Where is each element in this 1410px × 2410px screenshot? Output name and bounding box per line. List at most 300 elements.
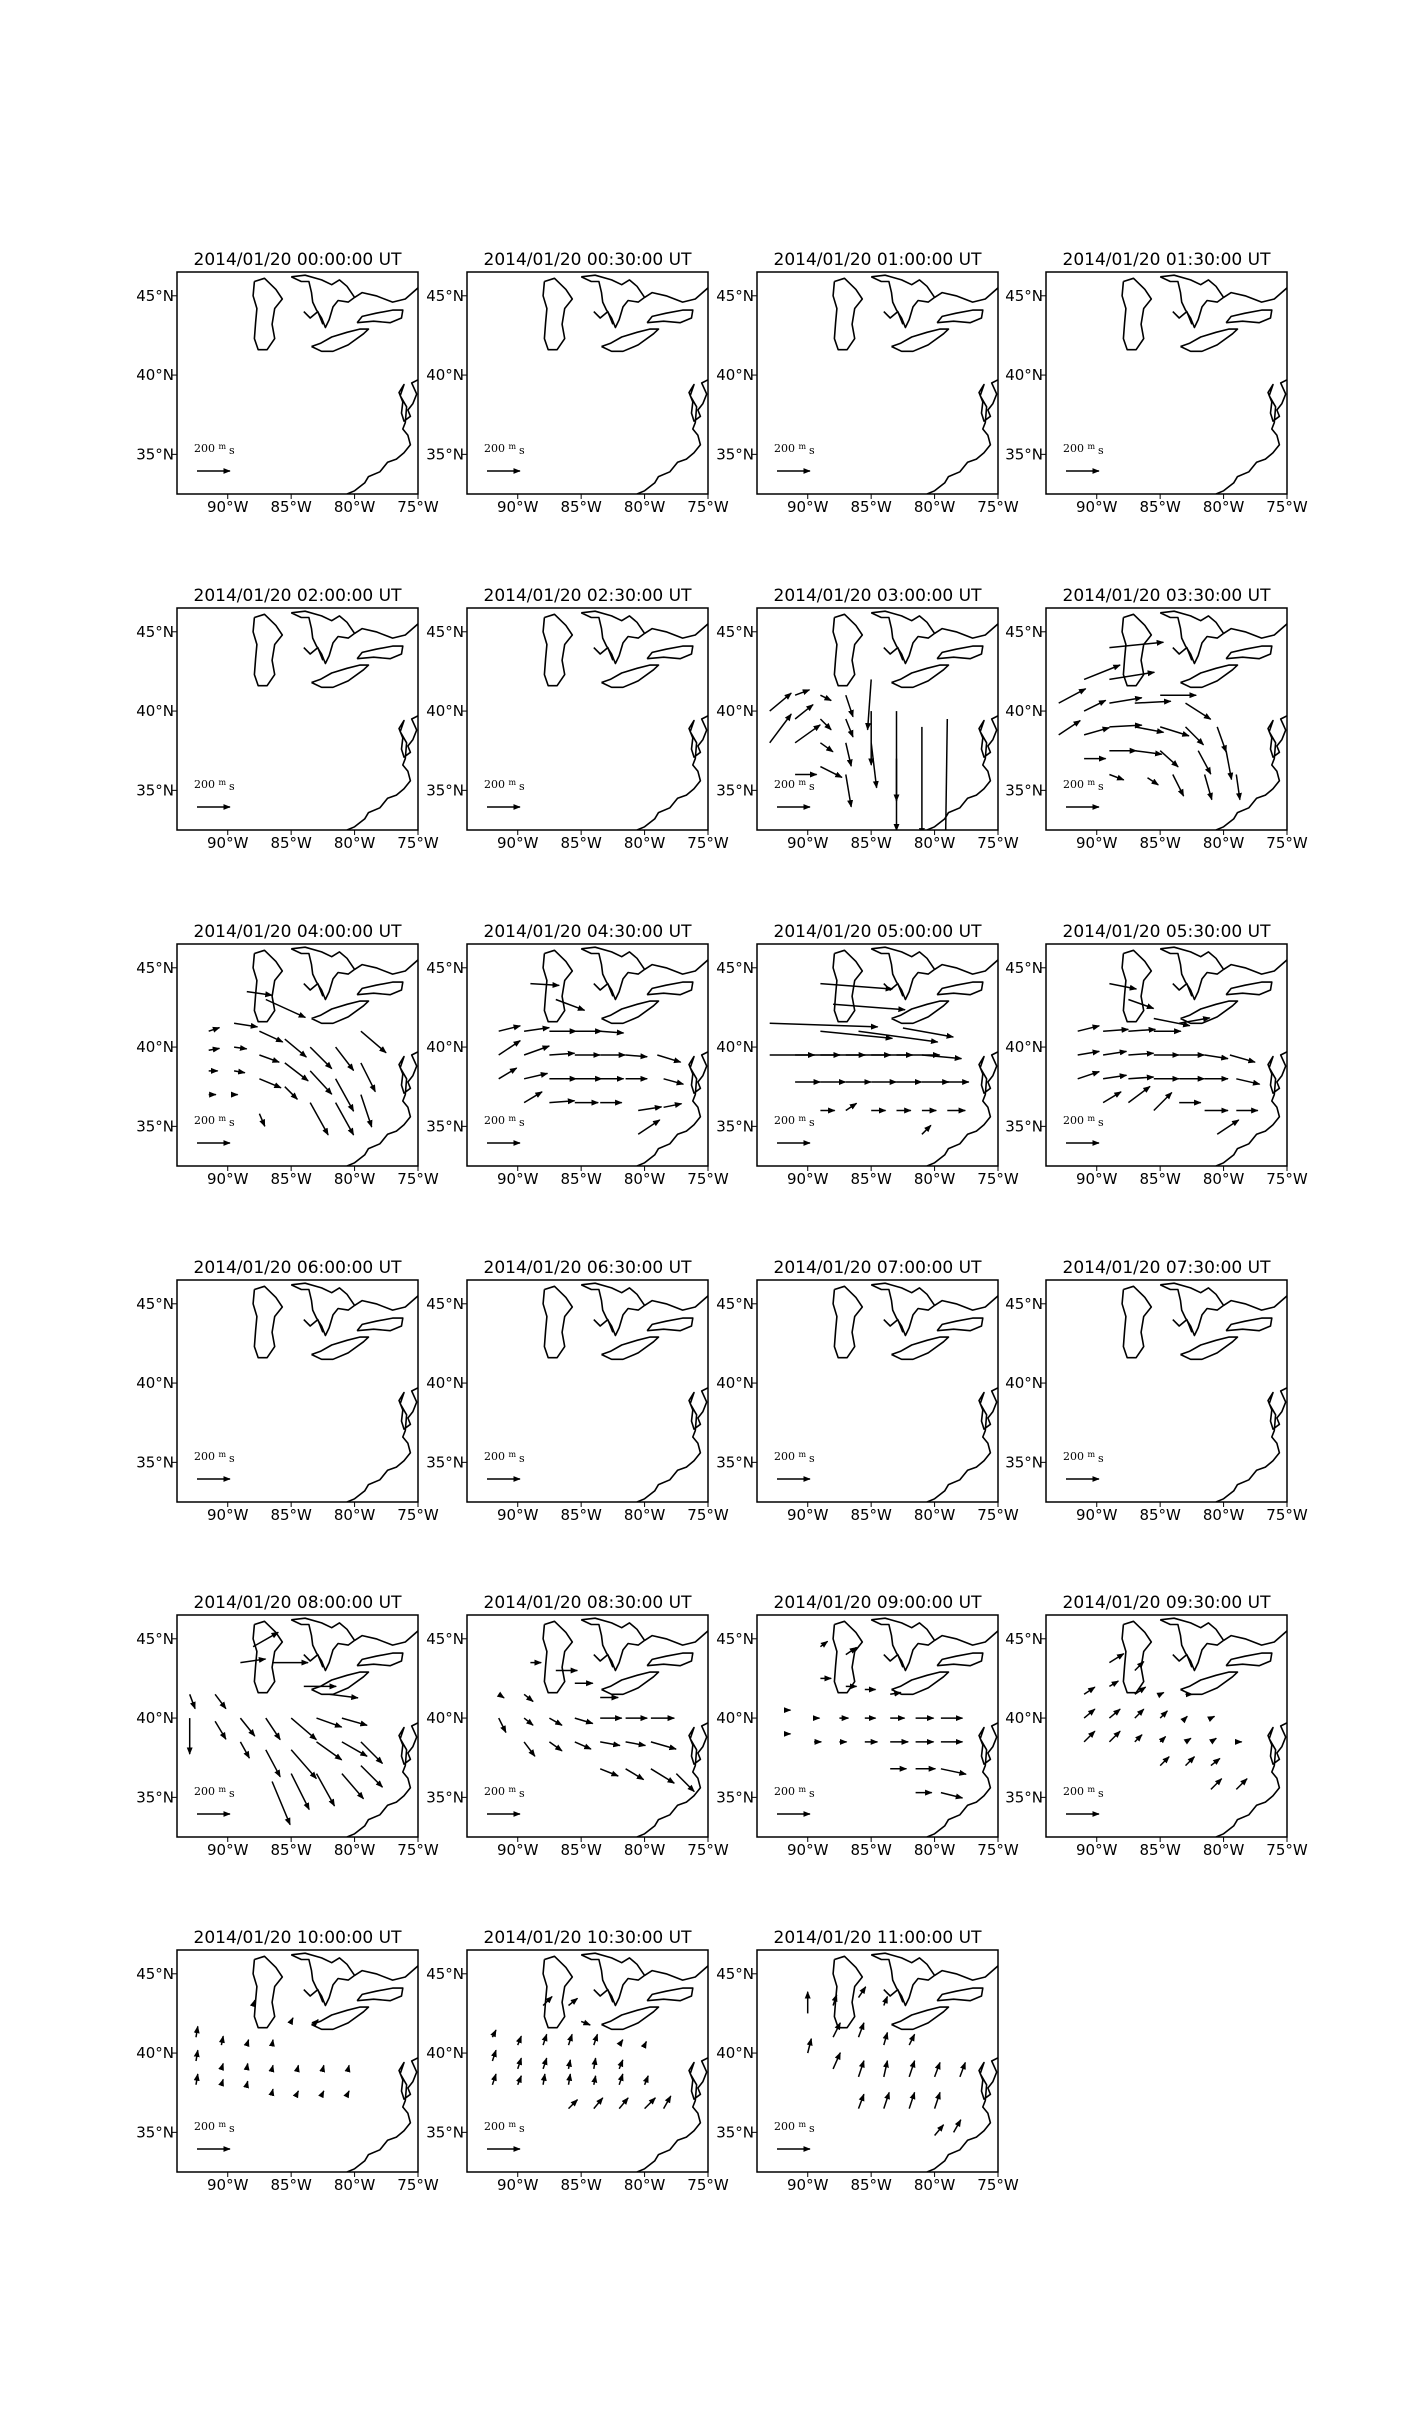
axes-frame: [757, 1950, 998, 2172]
x-tick-label: 90°W: [207, 1506, 249, 1524]
vector-arrow: [619, 2060, 623, 2069]
panel-title: 2014/01/20 08:00:00 UT: [193, 1593, 402, 1613]
vector-arrow: [1109, 1681, 1118, 1686]
panel-8: [136, 922, 439, 1188]
reference-key-unit-denominator: s: [809, 2122, 815, 2135]
vector-arrow: [298, 2091, 299, 2093]
vector-arrow: [569, 2060, 571, 2069]
x-tick-label: 85°W: [560, 1841, 602, 1859]
vector-arrow: [664, 2096, 671, 2109]
panel-21: [426, 1928, 729, 2194]
x-tick-label: 90°W: [207, 2176, 249, 2194]
vector-arrow: [941, 1793, 963, 1798]
panel-title: 2014/01/20 07:30:00 UT: [1062, 1258, 1271, 1278]
vector-arrow: [1128, 1000, 1153, 1009]
coastline-map: [190, 1618, 423, 1837]
x-tick-label: 80°W: [623, 1841, 666, 1859]
vector-arrow: [524, 1718, 533, 1725]
y-tick-label: 35°N: [136, 1788, 174, 1807]
x-tick-label: 90°W: [787, 2176, 829, 2194]
x-tick-label: 85°W: [1139, 1170, 1181, 1188]
y-tick-label: 40°N: [1005, 1709, 1043, 1728]
vector-arrow: [524, 1742, 535, 1756]
vector-arrow: [1160, 1737, 1165, 1742]
x-tick-label: 75°W: [687, 1170, 729, 1188]
vector-arrow: [348, 2091, 349, 2093]
vector-arrow: [922, 1055, 962, 1059]
x-tick-label: 90°W: [207, 1841, 249, 1859]
x-tick-label: 80°W: [623, 1170, 666, 1188]
x-tick-label: 80°W: [623, 2176, 666, 2194]
vector-arrow: [820, 743, 833, 752]
x-tick-label: 85°W: [270, 498, 312, 516]
x-tick-label: 85°W: [850, 498, 892, 516]
vector-arrow: [240, 1659, 265, 1663]
panel-title: 2014/01/20 01:30:00 UT: [1062, 250, 1271, 270]
vector-arrow: [795, 705, 813, 719]
vector-arrow: [594, 2058, 596, 2069]
axes-frame: [467, 272, 708, 494]
x-tick-label: 75°W: [1266, 834, 1308, 852]
vector-arrow: [361, 1063, 375, 1092]
y-tick-label: 45°N: [426, 286, 464, 305]
y-tick-label: 45°N: [716, 1964, 754, 1983]
vector-arrow: [820, 695, 831, 700]
vector-arrow: [530, 984, 559, 986]
panel-title: 2014/01/20 00:30:00 UT: [483, 250, 692, 270]
y-tick-label: 45°N: [1005, 286, 1043, 305]
reference-key-unit-denominator: s: [229, 780, 235, 793]
x-tick-label: 85°W: [560, 1506, 602, 1524]
x-tick-label: 75°W: [687, 1841, 729, 1859]
vector-arrow: [1236, 1079, 1259, 1084]
y-tick-label: 35°N: [716, 1117, 754, 1136]
x-tick-label: 85°W: [1139, 834, 1181, 852]
y-tick-label: 45°N: [716, 958, 754, 977]
vector-arrow: [909, 2092, 914, 2108]
y-tick-label: 45°N: [716, 1294, 754, 1313]
vector-arrow: [619, 2074, 623, 2085]
y-tick-label: 40°N: [136, 366, 174, 385]
y-tick-label: 45°N: [136, 958, 174, 977]
reference-key-unit-denominator: s: [809, 1452, 815, 1465]
panel-title: 2014/01/20 02:00:00 UT: [193, 586, 402, 606]
panel-title: 2014/01/20 05:30:00 UT: [1062, 922, 1271, 942]
x-tick-label: 80°W: [333, 498, 376, 516]
x-tick-label: 90°W: [787, 1841, 829, 1859]
x-tick-label: 80°W: [333, 1841, 376, 1859]
x-tick-label: 75°W: [1266, 1841, 1308, 1859]
coastline-map: [499, 947, 713, 1166]
x-tick-label: 75°W: [687, 2176, 729, 2194]
vector-arrow: [336, 1047, 354, 1070]
vector-arrow: [960, 2063, 965, 2077]
panel-title: 2014/01/20 10:00:00 UT: [193, 1928, 402, 1948]
x-tick-label: 75°W: [397, 1841, 439, 1859]
vector-arrow: [594, 2098, 603, 2109]
vector-arrow: [1211, 1738, 1216, 1742]
y-tick-label: 35°N: [716, 445, 754, 464]
y-tick-label: 45°N: [136, 622, 174, 641]
y-tick-label: 40°N: [136, 2044, 174, 2063]
x-tick-label: 85°W: [270, 1506, 312, 1524]
panel-title: 2014/01/20 03:30:00 UT: [1062, 586, 1271, 606]
y-tick-label: 40°N: [136, 702, 174, 721]
vector-arrow: [1103, 1051, 1126, 1055]
reference-key-unit-denominator: s: [1098, 780, 1104, 793]
axes-frame: [757, 608, 998, 830]
y-tick-label: 40°N: [716, 366, 754, 385]
vector-arrow: [846, 743, 851, 766]
vector-arrow: [1135, 1687, 1146, 1694]
reference-key-label: 200 $^m$: [194, 1114, 227, 1127]
reference-key-unit-denominator: s: [519, 1787, 525, 1800]
x-tick-label: 80°W: [623, 1506, 666, 1524]
coastline-map: [1059, 611, 1292, 830]
vector-arrow: [1084, 1731, 1095, 1742]
vector-arrow: [935, 2092, 940, 2108]
x-tick-label: 75°W: [397, 1506, 439, 1524]
vector-arrow: [1128, 1053, 1153, 1055]
y-tick-label: 35°N: [426, 445, 464, 464]
x-tick-label: 90°W: [787, 498, 829, 516]
vector-arrow: [909, 2034, 914, 2045]
vector-arrow: [1160, 751, 1178, 767]
reference-key-label: 200 $^m$: [774, 1450, 807, 1463]
y-tick-label: 40°N: [1005, 1374, 1043, 1393]
vector-arrow: [247, 2064, 248, 2069]
vector-arrow: [1078, 1072, 1100, 1079]
vector-arrow: [1078, 1026, 1100, 1031]
x-tick-label: 85°W: [270, 1170, 312, 1188]
panel-3: [1005, 250, 1308, 516]
vector-arrow: [1226, 751, 1231, 780]
y-tick-label: 45°N: [1005, 958, 1043, 977]
reference-key-label: 200 $^m$: [774, 2120, 807, 2133]
axes-frame: [177, 1615, 418, 1837]
panel-title: 2014/01/20 06:30:00 UT: [483, 1258, 692, 1278]
vector-arrow: [317, 2020, 319, 2022]
coastline-map: [833, 1283, 1003, 1502]
panel-7: [1005, 586, 1308, 852]
y-tick-label: 35°N: [426, 1788, 464, 1807]
coastline-map: [1084, 1618, 1292, 1837]
vector-arrow: [291, 1718, 316, 1740]
x-tick-label: 80°W: [913, 498, 956, 516]
vector-arrow: [941, 1769, 966, 1774]
vector-arrow: [1217, 1120, 1239, 1134]
panel-14: [716, 1258, 1019, 1524]
panel-2: [716, 250, 1019, 516]
coastline-map: [253, 611, 423, 830]
y-tick-label: 45°N: [426, 622, 464, 641]
x-tick-label: 90°W: [497, 1170, 539, 1188]
y-tick-label: 45°N: [136, 1964, 174, 1983]
vector-arrow: [1205, 775, 1212, 800]
reference-key-unit-denominator: s: [1098, 444, 1104, 457]
vector-arrow: [499, 1068, 517, 1079]
vector-arrow: [1198, 751, 1211, 774]
x-tick-label: 90°W: [497, 834, 539, 852]
reference-key-label: 200 $^m$: [1063, 1450, 1096, 1463]
reference-key-unit-denominator: s: [1098, 1116, 1104, 1129]
vector-arrow: [1230, 1055, 1255, 1062]
axes-frame: [177, 608, 418, 830]
vector-arrow: [884, 1997, 888, 2006]
coastline-map: [253, 275, 423, 494]
y-tick-label: 40°N: [716, 2044, 754, 2063]
y-tick-label: 35°N: [426, 2123, 464, 2142]
reference-key-unit-denominator: s: [1098, 1787, 1104, 1800]
coastline-map: [789, 1618, 1003, 1837]
vector-arrow: [266, 1750, 280, 1777]
vector-arrow: [190, 1694, 195, 1708]
y-tick-label: 40°N: [716, 702, 754, 721]
y-tick-label: 35°N: [136, 2123, 174, 2142]
x-tick-label: 80°W: [913, 1841, 956, 1859]
coastline-map: [770, 611, 1003, 845]
vector-arrow: [1135, 727, 1164, 732]
panel-15: [1005, 1258, 1308, 1524]
vector-arrow: [323, 2091, 324, 2093]
vector-arrow: [209, 1048, 220, 1050]
coastline-map: [543, 611, 713, 830]
vector-arrow: [1160, 1693, 1164, 1695]
vector-arrow: [1148, 778, 1159, 785]
vector-arrow: [253, 1632, 278, 1646]
x-tick-label: 75°W: [977, 1506, 1019, 1524]
axes-frame: [177, 944, 418, 1166]
panel-title: 2014/01/20 07:00:00 UT: [773, 1258, 982, 1278]
coastline-map: [543, 1283, 713, 1502]
y-tick-label: 45°N: [716, 1629, 754, 1648]
vector-arrow: [1103, 1029, 1128, 1031]
vector-arrow: [317, 1742, 342, 1760]
reference-key-label: 200 $^m$: [194, 2120, 227, 2133]
reference-key-label: 200 $^m$: [1063, 1114, 1096, 1127]
y-tick-label: 45°N: [426, 1294, 464, 1313]
panel-6: [716, 586, 1019, 852]
vector-arrow: [820, 984, 892, 989]
y-tick-label: 40°N: [426, 1709, 464, 1728]
panel-title: 2014/01/20 01:00:00 UT: [773, 250, 982, 270]
vector-arrow: [240, 1742, 249, 1758]
vector-arrow: [626, 1055, 648, 1057]
vector-arrow: [1135, 701, 1171, 703]
vector-arrow: [1109, 984, 1136, 989]
vector-arrow: [259, 1079, 281, 1088]
x-tick-label: 85°W: [850, 1506, 892, 1524]
reference-key-unit-denominator: s: [519, 780, 525, 793]
vector-arrow: [1084, 1709, 1095, 1718]
vector-arrow: [492, 2050, 496, 2061]
vector-arrow: [600, 1769, 618, 1776]
reference-key-unit-denominator: s: [229, 1787, 235, 1800]
vector-arrow: [291, 2018, 293, 2022]
y-tick-label: 40°N: [136, 1038, 174, 1057]
vector-arrow: [645, 2098, 656, 2109]
vector-arrow: [859, 2061, 864, 2077]
vector-arrow: [259, 1114, 264, 1127]
x-tick-label: 75°W: [687, 1506, 729, 1524]
vector-arrow: [221, 2064, 223, 2069]
panel-9: [426, 922, 729, 1188]
x-tick-label: 90°W: [497, 2176, 539, 2194]
y-tick-label: 40°N: [426, 2044, 464, 2063]
vector-arrow: [1084, 1687, 1095, 1694]
reference-key-label: 200 $^m$: [194, 1450, 227, 1463]
vector-arrow: [676, 1774, 694, 1792]
x-tick-label: 75°W: [977, 1841, 1019, 1859]
x-tick-label: 80°W: [623, 498, 666, 516]
reference-key-label: 200 $^m$: [1063, 442, 1096, 455]
vector-arrow: [638, 1107, 661, 1111]
vector-arrow: [846, 775, 851, 807]
vector-arrow: [846, 719, 853, 737]
y-tick-label: 35°N: [1005, 781, 1043, 800]
x-tick-label: 75°W: [687, 498, 729, 516]
vector-arrow: [569, 2074, 571, 2085]
coastline-map: [209, 947, 423, 1166]
vector-arrow: [549, 1101, 574, 1103]
x-tick-label: 90°W: [787, 1506, 829, 1524]
reference-key-label: 200 $^m$: [484, 1114, 517, 1127]
y-tick-label: 40°N: [136, 1374, 174, 1393]
vector-arrow: [820, 767, 842, 778]
coastline-map: [196, 1953, 423, 2172]
coastline-map: [833, 275, 1003, 494]
vector-arrow: [626, 1769, 644, 1780]
reference-key-label: 200 $^m$: [484, 1785, 517, 1798]
vector-arrow: [323, 2065, 324, 2069]
reference-key-label: 200 $^m$: [774, 1785, 807, 1798]
x-tick-label: 90°W: [1076, 834, 1118, 852]
vector-arrow: [903, 1028, 953, 1037]
reference-key-label: 200 $^m$: [774, 1114, 807, 1127]
vector-arrow: [556, 1000, 585, 1011]
vector-arrow: [543, 2074, 545, 2085]
y-tick-label: 45°N: [1005, 1294, 1043, 1313]
x-tick-label: 90°W: [1076, 1841, 1118, 1859]
y-tick-label: 35°N: [716, 1788, 754, 1807]
reference-key-unit-denominator: s: [1098, 1452, 1104, 1465]
y-tick-label: 45°N: [136, 1629, 174, 1648]
x-tick-label: 80°W: [333, 834, 376, 852]
vector-arrow: [234, 1047, 247, 1049]
x-tick-label: 90°W: [1076, 1170, 1118, 1188]
panel-title: 2014/01/20 00:00:00 UT: [193, 250, 402, 270]
axes-frame: [1046, 608, 1287, 830]
vector-arrow: [543, 1997, 552, 2006]
vector-arrow: [1173, 775, 1184, 797]
y-tick-label: 35°N: [716, 2123, 754, 2142]
vector-arrow: [240, 1718, 254, 1736]
reference-key-unit-denominator: s: [519, 2122, 525, 2135]
x-tick-label: 75°W: [397, 1170, 439, 1188]
vector-arrow: [638, 1120, 660, 1134]
reference-key-unit-denominator: s: [229, 2122, 235, 2135]
axes-frame: [177, 1280, 418, 1502]
coastline-map: [770, 947, 1003, 1166]
reference-key-label: 200 $^m$: [1063, 1785, 1096, 1798]
y-tick-label: 35°N: [716, 781, 754, 800]
x-tick-label: 85°W: [1139, 1506, 1181, 1524]
vector-arrow: [884, 2092, 889, 2108]
vector-arrow: [317, 1718, 342, 1727]
x-tick-label: 80°W: [1202, 1506, 1245, 1524]
vector-arrow: [581, 2021, 590, 2025]
x-tick-label: 85°W: [1139, 498, 1181, 516]
vector-arrow: [1186, 1716, 1188, 1718]
reference-key-label: 200 $^m$: [1063, 778, 1096, 791]
vector-arrow: [833, 2053, 840, 2069]
vector-arrow: [272, 2089, 273, 2093]
panel-11: [1005, 922, 1308, 1188]
y-tick-label: 35°N: [1005, 1453, 1043, 1472]
vector-arrow: [575, 1742, 591, 1749]
reference-key-unit-denominator: s: [519, 1452, 525, 1465]
axes-frame: [757, 1280, 998, 1502]
vector-arrow: [342, 1718, 367, 1725]
vector-arrow: [215, 1694, 226, 1708]
vector-arrow: [808, 2039, 812, 2053]
vector-arrow: [361, 1095, 372, 1127]
vector-arrow: [1084, 700, 1106, 711]
reference-key-label: 200 $^m$: [194, 778, 227, 791]
coastline-map: [1078, 947, 1292, 1166]
vector-arrow: [259, 1031, 282, 1042]
vector-arrow: [569, 1998, 578, 2005]
reference-key-unit-denominator: s: [519, 1116, 525, 1129]
reference-key-unit-denominator: s: [809, 1787, 815, 1800]
y-tick-label: 40°N: [716, 1709, 754, 1728]
coastline-map: [543, 275, 713, 494]
y-tick-label: 45°N: [136, 286, 174, 305]
vector-arrow: [209, 1028, 220, 1032]
x-tick-label: 85°W: [560, 1170, 602, 1188]
axes-frame: [467, 608, 708, 830]
vector-arrow: [285, 1087, 298, 1100]
x-tick-label: 90°W: [207, 1170, 249, 1188]
x-tick-label: 90°W: [1076, 498, 1118, 516]
panel-22: [716, 1928, 1019, 2194]
vector-arrow: [272, 2065, 273, 2069]
vector-arrow: [846, 695, 853, 717]
vector-arrow: [1217, 727, 1226, 752]
vector-arrow: [499, 1718, 506, 1732]
vector-arrow: [935, 2125, 944, 2136]
x-tick-label: 75°W: [977, 1170, 1019, 1188]
vector-arrow: [922, 1125, 931, 1134]
vector-arrow: [884, 2061, 888, 2077]
vector-arrow: [1059, 689, 1086, 703]
vector-arrow: [361, 1766, 383, 1788]
vector-arrow: [524, 1694, 533, 1701]
vector-arrow: [600, 1031, 623, 1033]
axes-frame: [1046, 1615, 1287, 1837]
reference-key-unit-denominator: s: [229, 444, 235, 457]
vector-arrow: [1154, 1093, 1172, 1111]
vector-arrow: [859, 2094, 864, 2108]
x-tick-label: 90°W: [497, 1506, 539, 1524]
vector-arrow: [820, 719, 831, 730]
x-tick-label: 80°W: [1202, 1170, 1245, 1188]
x-tick-label: 85°W: [850, 2176, 892, 2194]
panel-1: [426, 250, 729, 516]
vector-arrow: [196, 2074, 198, 2085]
reference-key-unit-denominator: s: [809, 444, 815, 457]
x-tick-label: 85°W: [270, 834, 312, 852]
